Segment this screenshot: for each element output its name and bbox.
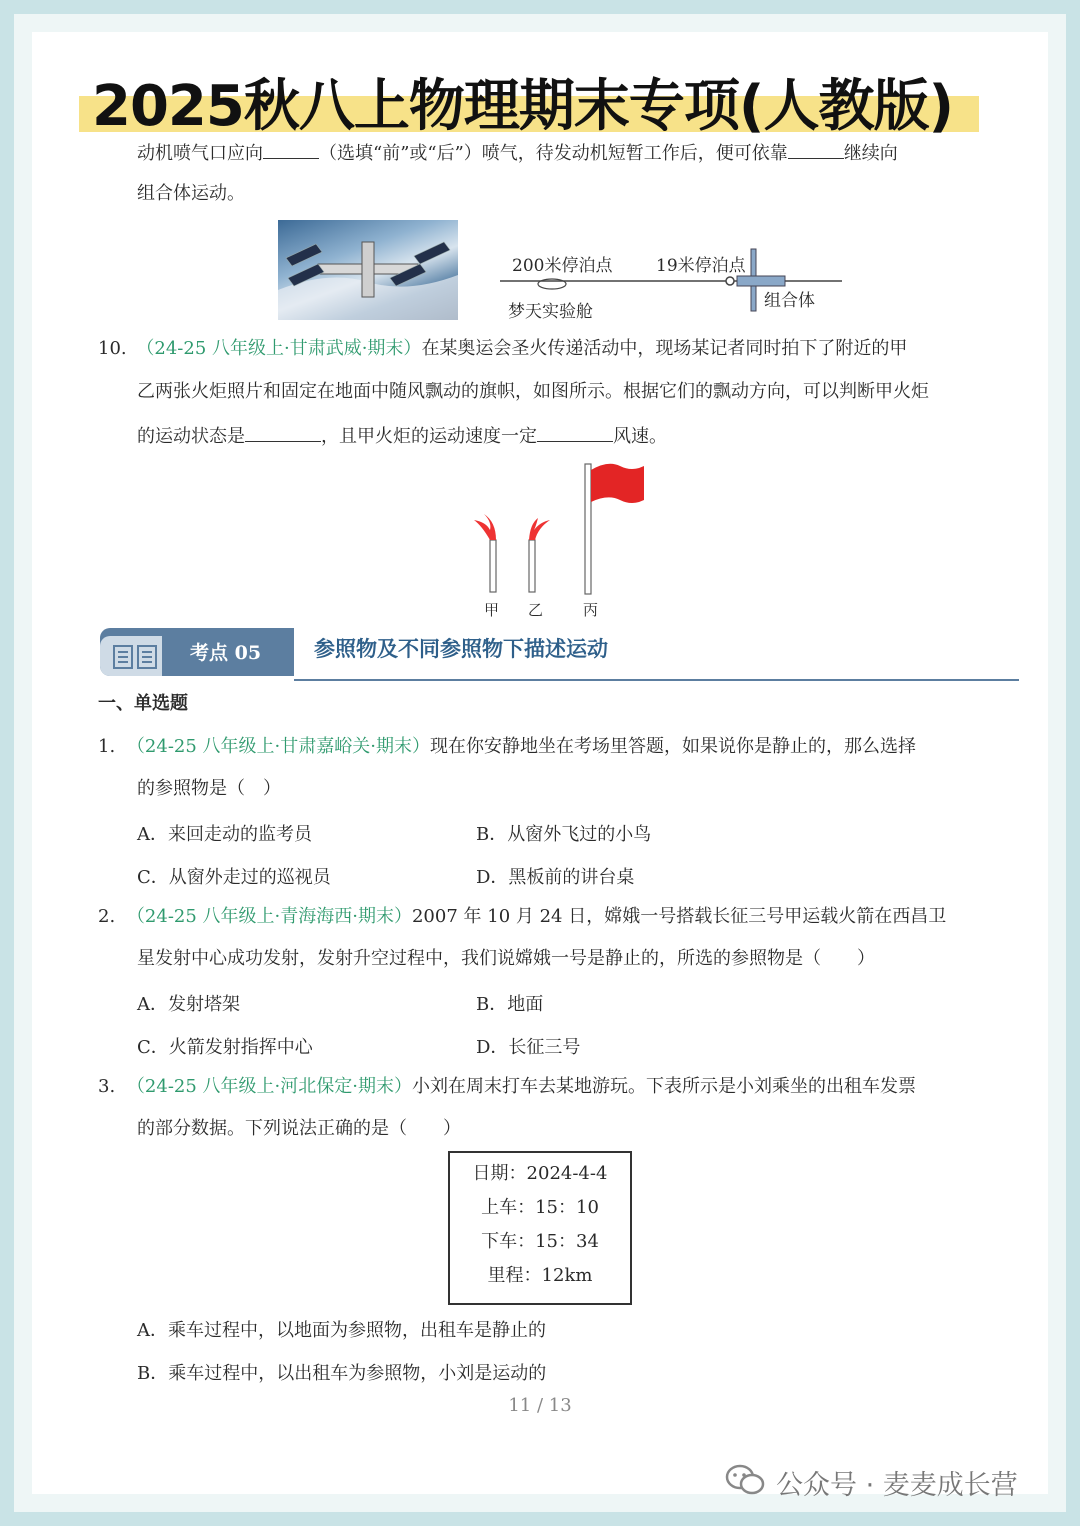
q9-blank-1 <box>263 140 319 159</box>
q2-number: 2. <box>98 906 116 927</box>
q2-option-c[interactable]: C．火箭发射指挥中心 <box>137 1037 313 1058</box>
q2-line1 <box>98 905 946 929</box>
q1-number: 1. <box>98 736 116 757</box>
flagpole-icon <box>585 464 591 594</box>
q3-source: （24-25 八年级上·河北保定·期末） <box>126 1076 412 1097</box>
page-title: 2025秋八上物理期末专项(人教版) <box>92 74 954 139</box>
q10-line2: 乙两张火炬照片和固定在地面中随风飘动的旗帜，如图所示。根据它们的飘动方向，可以判断甲火炬 <box>137 381 929 402</box>
q1-option-a[interactable]: A．来回走动的监考员 <box>137 824 312 845</box>
label-200m: 200米停泊点 <box>512 256 613 276</box>
space-station-icon <box>278 220 458 320</box>
q3-text-1: 小刘在周末打车去某地游玩。下表所示是小刘乘坐的出租车发票 <box>411 1076 916 1097</box>
q9-blank-2 <box>788 140 844 159</box>
wechat-icon <box>725 1463 765 1497</box>
label-combo: 组合体 <box>764 291 815 311</box>
q1-line2: 的参照物是（ ） <box>137 778 281 799</box>
q10-text-3b: ，且甲火炬的运动速度一定 <box>321 426 537 447</box>
q10-line3 <box>137 423 667 449</box>
q9-line1 <box>137 140 898 166</box>
flag-icon <box>591 464 644 503</box>
section-tag: 考点 05 <box>190 642 262 664</box>
q10-blank-1 <box>245 423 321 442</box>
section-title: 参照物及不同参照物下描述运动 <box>314 637 608 661</box>
q3-number: 3. <box>98 1076 116 1097</box>
receipt-board: 上车：15：10 <box>481 1197 599 1218</box>
q2-option-b[interactable]: B．地面 <box>476 994 544 1015</box>
q3-option-a[interactable]: A．乘车过程中，以地面为参照物，出租车是静止的 <box>137 1320 546 1341</box>
torch-b-icon <box>529 540 535 592</box>
q9-text-b: （选填“前”或“后”）喷气，待发动机短暂工作后，便可依靠 <box>319 143 788 164</box>
q1-text-1: 现在你安静地坐在考场里答题，如果说你是静止的，那么选择 <box>429 736 916 757</box>
q1-option-d[interactable]: D．黑板前的讲台桌 <box>476 867 635 888</box>
q9-text-c: 继续向 <box>843 143 898 164</box>
book-icon <box>112 644 160 670</box>
q9-text-a: 动机喷气口应向 <box>137 143 263 164</box>
q10-source: （24-25 八年级上·甘肃武威·期末） <box>136 338 422 359</box>
watermark-text: 公众号 · 麦麦成长营 <box>776 1470 1018 1501</box>
q10-line1 <box>98 337 907 361</box>
taxi-receipt <box>448 1151 632 1305</box>
q1-source: （24-25 八年级上·甘肃嘉峪关·期末） <box>126 736 430 757</box>
torch-a-flame-icon <box>474 514 496 540</box>
page-number: 11 / 13 <box>508 1395 572 1416</box>
label-module: 梦天实验舱 <box>508 302 593 322</box>
q2-line2: 星发射中心成功发射，发射升空过程中，我们说嫦娥一号是静止的，所选的参照物是（ ） <box>137 948 875 969</box>
label-19m: 19米停泊点 <box>656 256 746 276</box>
fig-label-b: 乙 <box>528 601 544 619</box>
q3-line2: 的部分数据。下列说法正确的是（ ） <box>137 1118 461 1139</box>
receipt-distance: 里程：12km <box>487 1265 593 1286</box>
q1-line1 <box>98 735 916 759</box>
fig-label-a: 甲 <box>484 601 500 619</box>
q1-option-c[interactable]: C．从窗外走过的巡视员 <box>137 867 331 888</box>
q9-line2: 组合体运动。 <box>137 183 245 204</box>
q10-text-3c: 风速。 <box>613 426 667 447</box>
q2-source: （24-25 八年级上·青海海西·期末） <box>126 906 412 927</box>
document-page <box>32 32 1048 1494</box>
section-rule <box>294 679 1019 681</box>
q10-text-1: 在某奥运会圣火传递活动中，现场某记者同时拍下了附近的甲 <box>421 338 908 359</box>
q2-option-d[interactable]: D．长征三号 <box>476 1037 581 1058</box>
q2-text-1: 2007 年 10 月 24 日，嫦娥一号搭载长征三号甲运载火箭在西昌卫 <box>411 906 947 927</box>
torch-a-icon <box>490 540 496 592</box>
torch-flag-figure <box>468 460 648 620</box>
q1-option-b[interactable]: B．从窗外飞过的小鸟 <box>476 824 652 845</box>
space-station-photo <box>278 220 458 320</box>
q10-blank-2 <box>537 423 613 442</box>
receipt-date: 日期：2024-4-4 <box>472 1163 608 1184</box>
q2-option-a[interactable]: A．发射塔架 <box>137 994 240 1015</box>
q3-line1 <box>98 1075 916 1099</box>
torch-b-flame-icon <box>529 518 550 540</box>
receipt-alight: 下车：15：34 <box>481 1231 599 1252</box>
q10-text-3a: 的运动状态是 <box>137 426 245 447</box>
q10-number: 10. <box>98 338 127 359</box>
q3-option-b[interactable]: B．乘车过程中，以出租车为参照物，小刘是运动的 <box>137 1363 547 1384</box>
fig-label-c: 丙 <box>583 601 599 619</box>
part-heading: 一、单选题 <box>98 693 188 714</box>
